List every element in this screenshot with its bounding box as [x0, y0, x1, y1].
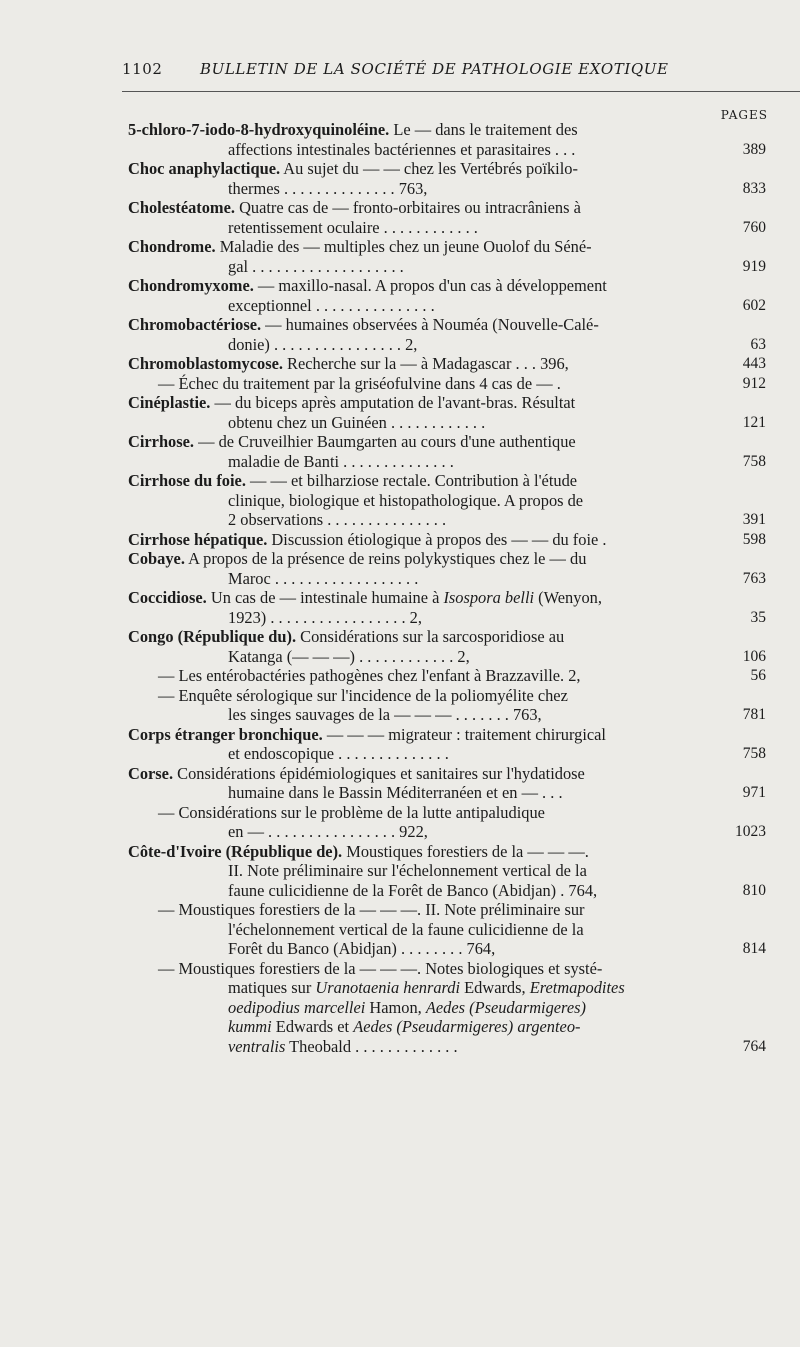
entry-page-number: 602	[742, 296, 766, 314]
entry-page-number: 598	[742, 530, 766, 548]
page-number: 1102	[122, 60, 163, 78]
entry-line: faune culicidienne de la Forêt de Banco (Abidjan) . 764,	[228, 880, 598, 900]
entry-page-number: 443	[742, 355, 766, 372]
entry-page-number: 758	[742, 745, 766, 762]
entry-line: Cinéplastie. — du biceps après amputation de l'avant-bras. Résultat	[128, 393, 576, 412]
index-entry	[128, 198, 800, 237]
index-entry	[128, 764, 800, 803]
index-entry	[128, 686, 800, 725]
entry-page-number: 814	[742, 940, 766, 957]
entry-page-number: 56	[750, 667, 766, 684]
entry-line: humaine dans le Bassin Méditerranéen et en — . . .	[228, 783, 563, 802]
entry-page-number: 781	[742, 706, 766, 723]
entry-page-number: 63	[750, 335, 766, 353]
entry-page-number: 763	[742, 569, 766, 587]
entry-line: Chromoblastomycose. Recherche sur la — à Madagascar . . . 396,	[128, 354, 569, 373]
index-entry	[128, 803, 800, 842]
entry-line: gal . . . . . . . . . . . . . . . . . . .	[228, 256, 404, 276]
index-entry	[128, 900, 800, 959]
entry-line: Côte-d'Ivoire (République de). Moustiques forestiers de la — — —.	[128, 841, 589, 861]
index-entry	[128, 588, 800, 627]
entry-line: — Moustiques forestiers de la — — —. II. Note préliminaire sur	[158, 900, 585, 919]
entry-line: Cirrhose hépatique. Discussion étiologique à propos des — — du foie .	[128, 529, 607, 549]
entry-line: thermes . . . . . . . . . . . . . . 763,	[228, 178, 428, 198]
entry-page-number: 35	[750, 608, 766, 626]
entry-line: 1923) . . . . . . . . . . . . . . . . . 2,	[228, 607, 422, 627]
entry-page-number: 971	[742, 784, 766, 801]
entry-page-number: 833	[742, 179, 766, 197]
entry-line: 5-chloro-7-iodo-8-hydroxyquinoléine. Le — dans le traitement des	[128, 120, 578, 139]
entry-line: Chondromyxome. — maxillo-nasal. A propos d'un cas à développement	[128, 276, 607, 295]
entry-line: Cobaye. A propos de la présence de reins polykystiques chez le — du	[128, 549, 587, 568]
entry-line: Congo (République du). Considérations sur la sarcosporidiose au	[128, 627, 565, 646]
entry-line: kummi Edwards et Aedes (Pseudarmigeres) argenteo-	[228, 1017, 581, 1036]
index-entry	[128, 393, 800, 432]
entry-line: — Moustiques forestiers de la — — —. Notes biologiques et systé-	[158, 958, 603, 978]
entry-line: Forêt du Banco (Abidjan) . . . . . . . . 764,	[228, 939, 496, 958]
entry-page-number: 391	[742, 511, 766, 528]
entry-page-number: 764	[742, 1037, 766, 1055]
entry-line: les singes sauvages de la — — — . . . . . . . 763,	[228, 705, 542, 724]
entry-page-number: 106	[742, 647, 766, 665]
index-entry	[128, 120, 800, 159]
entry-line: donie) . . . . . . . . . . . . . . . . 2,	[228, 334, 418, 354]
index-entry	[128, 549, 800, 588]
entry-line: — Considérations sur le problème de la lutte antipaludique	[158, 802, 545, 822]
index-entry	[128, 959, 800, 1057]
entry-line: Corse. Considérations épidémiologiques et sanitaires sur l'hydatidose	[128, 763, 585, 783]
entry-line: maladie de Banti . . . . . . . . . . . . . .	[228, 451, 454, 471]
index-entry	[128, 315, 800, 354]
entry-line: — Échec du traitement par la griséofulvine dans 4 cas de — .	[158, 373, 561, 393]
index-entry	[128, 237, 800, 276]
entry-line: en — . . . . . . . . . . . . . . . . 922,	[228, 822, 428, 841]
entry-page-number: 121	[742, 413, 766, 431]
entry-line: affections intestinales bactériennes et parasitaires . . .	[228, 139, 576, 159]
entry-page-number: 810	[742, 881, 766, 899]
entry-page-number: 919	[742, 257, 766, 275]
index-entry	[128, 530, 800, 550]
entry-line: Cholestéatome. Quatre cas de — fronto-orbitaires ou intracrâniens à	[128, 198, 581, 217]
entry-line: Corps étranger bronchique. — — — migrateur : traitement chirurgical	[128, 724, 606, 744]
header-rule	[122, 91, 800, 92]
entry-line: 2 observations . . . . . . . . . . . . . . .	[228, 510, 447, 529]
entry-line: Chondrome. Maladie des — multiples chez un jeune Ouolof du Séné-	[128, 237, 592, 256]
journal-title: BULLETIN DE LA SOCIÉTÉ DE PATHOLOGIE EXOTIQUE	[200, 60, 669, 78]
entry-line: Maroc . . . . . . . . . . . . . . . . . .	[228, 568, 419, 588]
index-entry	[128, 354, 800, 374]
entry-line: exceptionnel . . . . . . . . . . . . . . .	[228, 295, 435, 315]
entry-line: II. Note préliminaire sur l'échelonnement vertical de la	[228, 861, 587, 880]
entry-page-number: 912	[742, 374, 766, 392]
index-entry	[128, 725, 800, 764]
index-entries	[128, 120, 800, 1056]
entry-line: matiques sur Uranotaenia henrardi Edwards, Eretmapodites	[228, 978, 625, 997]
entry-line: retentissement oculaire . . . . . . . . . . . .	[228, 217, 478, 237]
pages-column-label: PAGES	[720, 108, 768, 122]
entry-line: oedipodius marcellei Hamon, Aedes (Pseudarmigeres)	[228, 997, 586, 1017]
entry-line: ventralis Theobald . . . . . . . . . . . . .	[228, 1036, 458, 1056]
entry-page-number: 760	[742, 218, 766, 236]
entry-line: Katanga (— — —) . . . . . . . . . . . . 2,	[228, 646, 470, 666]
index-entry	[128, 627, 800, 666]
index-entry	[128, 276, 800, 315]
index-entry	[128, 842, 800, 901]
entry-line: clinique, biologique et histopathologique. A propos de	[228, 490, 584, 510]
entry-page-number: 758	[742, 452, 766, 470]
entry-line: et endoscopique . . . . . . . . . . . . . .	[228, 744, 449, 763]
entry-line: Chromobactériose. — humaines observées à Nouméa (Nouvelle-Calé-	[128, 315, 599, 334]
entry-line: Cirrhose. — de Cruveilhier Baumgarten au cours d'une authentique	[128, 432, 576, 451]
entry-line: — Enquête sérologique sur l'incidence de la poliomyélite chez	[158, 685, 568, 705]
index-entry	[128, 666, 800, 686]
entry-page-number: 1023	[735, 823, 766, 840]
entry-line: obtenu chez un Guinéen . . . . . . . . . . . .	[228, 412, 486, 432]
entry-line: l'échelonnement vertical de la faune culicidienne de la	[228, 919, 584, 939]
index-entry	[128, 159, 800, 198]
entry-line: Cirrhose du foie. — — et bilharziose rectale. Contribution à l'étude	[128, 471, 578, 490]
index-entry	[128, 471, 800, 530]
entry-line: — Les entérobactéries pathogènes chez l'enfant à Brazzaville. 2,	[158, 666, 581, 685]
entry-line: Choc anaphylactique. Au sujet du — — chez les Vertébrés poïkilo-	[128, 159, 578, 178]
entry-line: Coccidiose. Un cas de — intestinale humaine à Isospora belli (Wenyon,	[128, 588, 602, 607]
index-entry	[128, 374, 800, 394]
index-entry	[128, 432, 800, 471]
entry-page-number: 389	[742, 140, 766, 158]
